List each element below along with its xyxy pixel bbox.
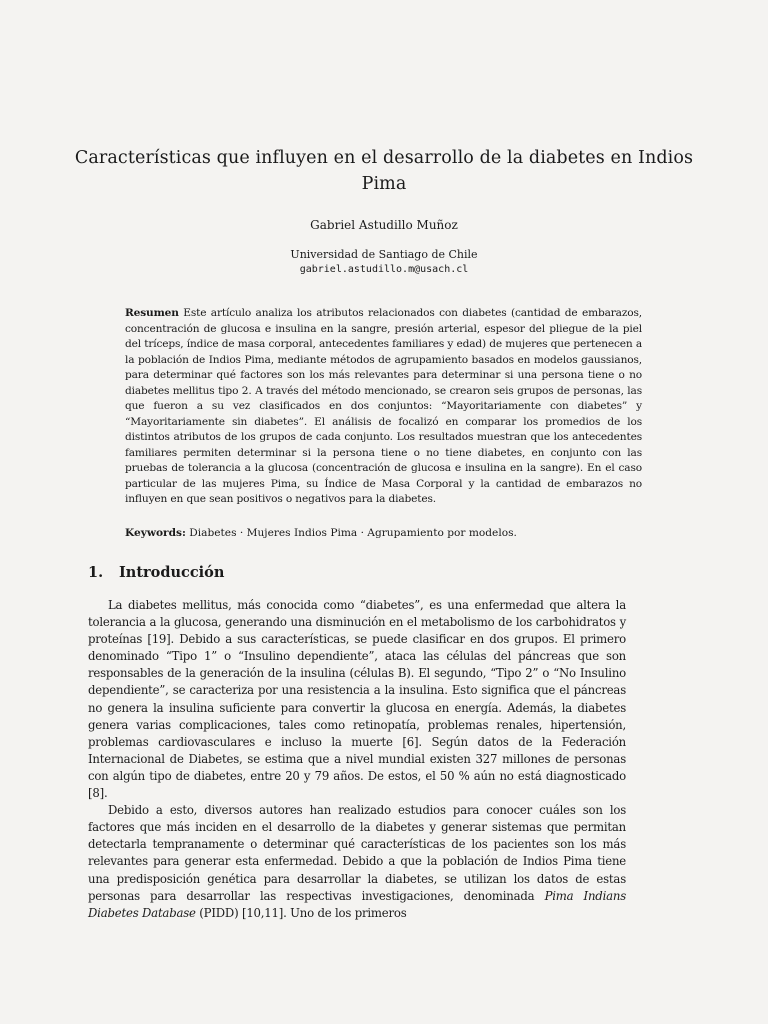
- abstract: [125, 306, 642, 508]
- author-name: Gabriel Astudillo Muñoz: [310, 218, 458, 232]
- paragraph: La diabetes mellitus, más conocida como “diabetes”, es una enfermedad que altera la tolerancia a la glucosa, generando una disminución en el metabolismo de los carbohidratos y proteínas [19]. Debido a sus características, se puede clasificar en dos grupos. El primero denominado “Tipo 1” o “Insulino dependiente”, ataca las células del páncreas que son responsables de la generación de la insulina (células B). El segundo, “Tipo 2” o “No Insulino dependiente”, se caracteriza por una resistencia a la insulina. Esto significa que el páncreas no genera la insulina suficiente para convertir la glucosa en energía. Además, la diabetes genera varias complicaciones, tales como retinopatía, problemas renales, hipertensión, problemas cardiovasculares e incluso la muerte [6]. Según datos de la Federación Internacional de Diabetes, se estima que a nivel mundial existen 327 millones de personas con algún tipo de diabetes, entre 20 y 79 años. De estos, el 50 % aún no está diagnosticado [8].: [88, 598, 626, 801]
- section-title: Introducción: [119, 564, 225, 581]
- body-text: [88, 597, 626, 922]
- author-affiliation-block: [0, 247, 768, 277]
- keywords-text: Diabetes · Mujeres Indios Pima · Agrupamiento por modelos.: [189, 527, 517, 539]
- affiliation: Universidad de Santiago de Chile: [290, 248, 478, 261]
- section-number: 1.: [88, 564, 104, 581]
- paragraph-text: (PIDD) [10,11]. Uno de los primeros: [199, 905, 407, 920]
- paper-title: Características que influyen en el desarrollo de la diabetes en Indios Pima: [74, 148, 694, 194]
- section-heading: [88, 564, 224, 581]
- abstract-label: Resumen: [125, 307, 179, 319]
- keywords: [125, 526, 645, 541]
- dataset-name: Pima Indians Diabetes Database: [88, 888, 627, 920]
- paragraph: [88, 802, 626, 922]
- author-email: gabriel.astudillo.m@usach.cl: [299, 264, 469, 275]
- paragraph-text: Debido a esto, diversos autores han realizado estudios para conocer cuáles son los factores que más inciden en el desarrollo de la diabetes y generar sistemas que permitan detectarla tempranamente o determinar qué características de los pacientes son los más relevantes para generar esta enfermedad. Debido a que la población de Indios Pima tiene una predisposición genética para desarrollar la diabetes, se utilizan los datos de estas personas para desarrollar las respectivas investigaciones, denominada: [88, 803, 626, 903]
- abstract-text: Este artículo analiza los atributos relacionados con diabetes (cantidad de embarazos, concentración de glucosa e insulina en la sangre, presión arterial, espesor del pliegue de la piel del tríceps, índice de masa corporal, antecedentes familiares y edad) de mujeres que pertenecen a la población de Indios Pima, mediante métodos de agrupamiento basados en modelos gaussianos, para determinar qué factores son los más relevantes para determinar si una persona tiene o no diabetes mellitus tipo 2. A través del método mencionado, se crearon seis grupos de personas, las que fueron a su vez clasificados en dos conjuntos: “Mayoritariamente con diabetes” y “Mayoritariamente sin diabetes”. El análisis de focalizó en comparar los promedios de los distintos atributos de los grupos de cada conjunto. Los resultados muestran que los antecedentes familiares permiten determinar si la persona tiene o no tiene diabetes, en conjunto con las pruebas de tolerancia a la glucosa (concentración de glucosa e insulina en la sangre). En el caso particular de las mujeres Pima, su Índice de Masa Corporal y la cantidad de embarazos no influyen en que sean positivos o negativos para la diabetes.: [125, 307, 643, 505]
- keywords-label: Keywords:: [125, 527, 186, 539]
